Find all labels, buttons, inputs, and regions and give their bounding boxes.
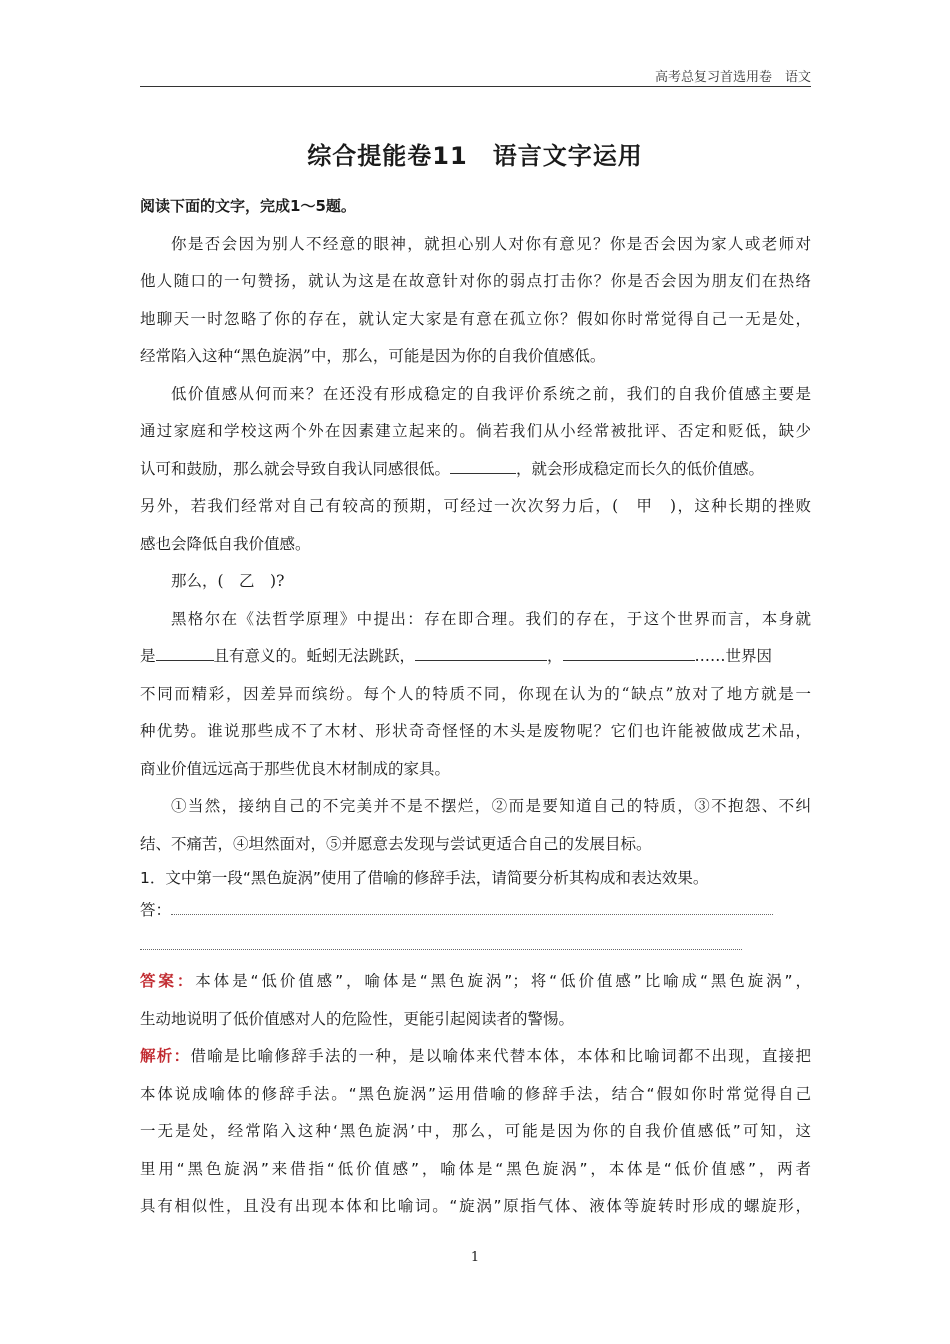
text-segment: ，	[547, 647, 563, 665]
text-line: 具有相似性，且没有出现本体和比喻词。“旋涡”原指气体、液体等旋转时形成的螺旋形，	[140, 1197, 811, 1215]
text-line: 商业价值远远高于那些优良木材制成的家具。	[140, 759, 451, 778]
fill-blank	[450, 457, 516, 474]
answer-line[interactable]	[140, 949, 742, 950]
text-line: 种优势。谁说那些成不了木材、形状奇奇怪怪的木头是废物呢？它们也许能被做成艺术品，	[140, 722, 811, 740]
text-line: 通过家庭和学校这两个外在因素建立起来的。倘若我们从小经常被批评、否定和贬低，缺少	[140, 422, 811, 440]
header-text: 高考总复习首选用卷 语文	[654, 70, 811, 85]
text-line: 本体说成喻体的修辞手法。“黑色旋涡”运用借喻的修辞手法，结合“假如你时常觉得自己	[140, 1084, 811, 1103]
text-line	[140, 963, 811, 1001]
text-line: 感也会降低自我价值感。	[140, 534, 311, 553]
text-line: 经常陷入这种“黑色旋涡”中，那么，可能是因为你的自我价值感低。	[140, 347, 606, 365]
answer-field-2[interactable]	[140, 927, 811, 963]
analysis-section	[140, 1038, 811, 1226]
paragraph-5	[140, 788, 811, 863]
question-1: 1．文中第一段“黑色旋涡”使用了借喻的修辞手法，请简要分析其构成和表达效果。	[140, 869, 709, 887]
text-segment: 是	[140, 647, 156, 665]
text-line	[140, 638, 811, 676]
fill-blank	[563, 645, 695, 662]
text-line: 另外，若我们经常对自己有较高的预期，可经过一次次努力后，( 甲 )，这种长期的挫败	[140, 497, 811, 515]
text-line: 黑格尔在《法哲学原理》中提出：存在即合理。我们的存在，于这个世界而言，本身就	[171, 609, 811, 628]
page-title: 综合提能卷11 语言文字运用	[307, 142, 643, 170]
paragraph-1	[140, 226, 811, 376]
text-line	[140, 451, 811, 489]
fill-blank	[156, 645, 214, 662]
answer-label: 答案：	[140, 972, 196, 990]
text-line: 一无是处，经常陷入这种‘黑色旋涡’中，那么，可能是因为你的自我价值感低”可知，这	[140, 1122, 811, 1140]
text-line	[140, 1038, 811, 1076]
paragraph-2	[140, 376, 811, 564]
text-line: 低价值感从何而来？在还没有形成稳定的自我评价系统之前，我们的自我价值感主要是	[171, 384, 811, 403]
text-line: 结、不痛苦，④坦然面对，⑤并愿意去发现与尝试更适合自己的发展目标。	[140, 834, 652, 853]
text-segment: 借喻是比喻修辞手法的一种，是以喻体来代替本体，本体和比喻词都不出现，直接把	[190, 1047, 811, 1065]
fill-blank	[415, 645, 547, 662]
text-segment: 且有意义的。蚯蚓无法跳跃，	[213, 647, 416, 665]
answer-section	[140, 963, 811, 1038]
text-line: 你是否会因为别人不经意的眼神，就担心别人对你有意见？你是否会因为家人或老师对	[171, 234, 811, 253]
paragraph-4	[140, 601, 811, 789]
text-line: 不同而精彩，因差异而缤纷。每个人的特质不同，你现在认为的“缺点”放对了地方就是一	[140, 684, 811, 703]
text-segment: ，就会形成稳定而长久的低价值感。	[516, 459, 765, 478]
text-segment: 本体是“低价值感”，喻体是“黑色旋涡”；将“低价值感”比喻成“黑色旋涡”，	[195, 972, 811, 990]
answer-prompt: 答：	[140, 901, 172, 919]
text-line: 里用“黑色旋涡”来借指“低价值感”，喻体是“黑色旋涡”，本体是“低价值感”，两者	[140, 1159, 811, 1178]
text-line: 他人随口的一句赞扬，就认为这是在故意针对你的弱点打击你？你是否会因为朋友们在热络	[140, 272, 811, 290]
text-line: 地聊天一时忽略了你的存在，就认定大家是有意在孤立你？假如你时常觉得自己一无是处，	[140, 309, 811, 328]
text-segment: ……世界因	[694, 647, 773, 665]
page-header	[140, 66, 811, 87]
text-segment: 认可和鼓励，那么就会导致自我认同感很低。	[140, 459, 451, 478]
analysis-label: 解析：	[140, 1047, 191, 1065]
text-line: 生动地说明了低价值感对人的危险性，更能引起阅读者的警惕。	[140, 1009, 575, 1028]
instruction: 阅读下面的文字，完成1～5题。	[140, 197, 356, 215]
answer-line[interactable]	[171, 914, 773, 915]
text-line: ①当然，接纳自己的不完美并不是不摆烂，②而是要知道自己的特质，③不抱怨、不纠	[171, 797, 811, 815]
page-number: 1	[470, 1250, 480, 1265]
paragraph-3: 那么，( 乙 )?	[171, 572, 285, 590]
document-body	[140, 188, 811, 1226]
answer-field[interactable]	[140, 893, 811, 927]
